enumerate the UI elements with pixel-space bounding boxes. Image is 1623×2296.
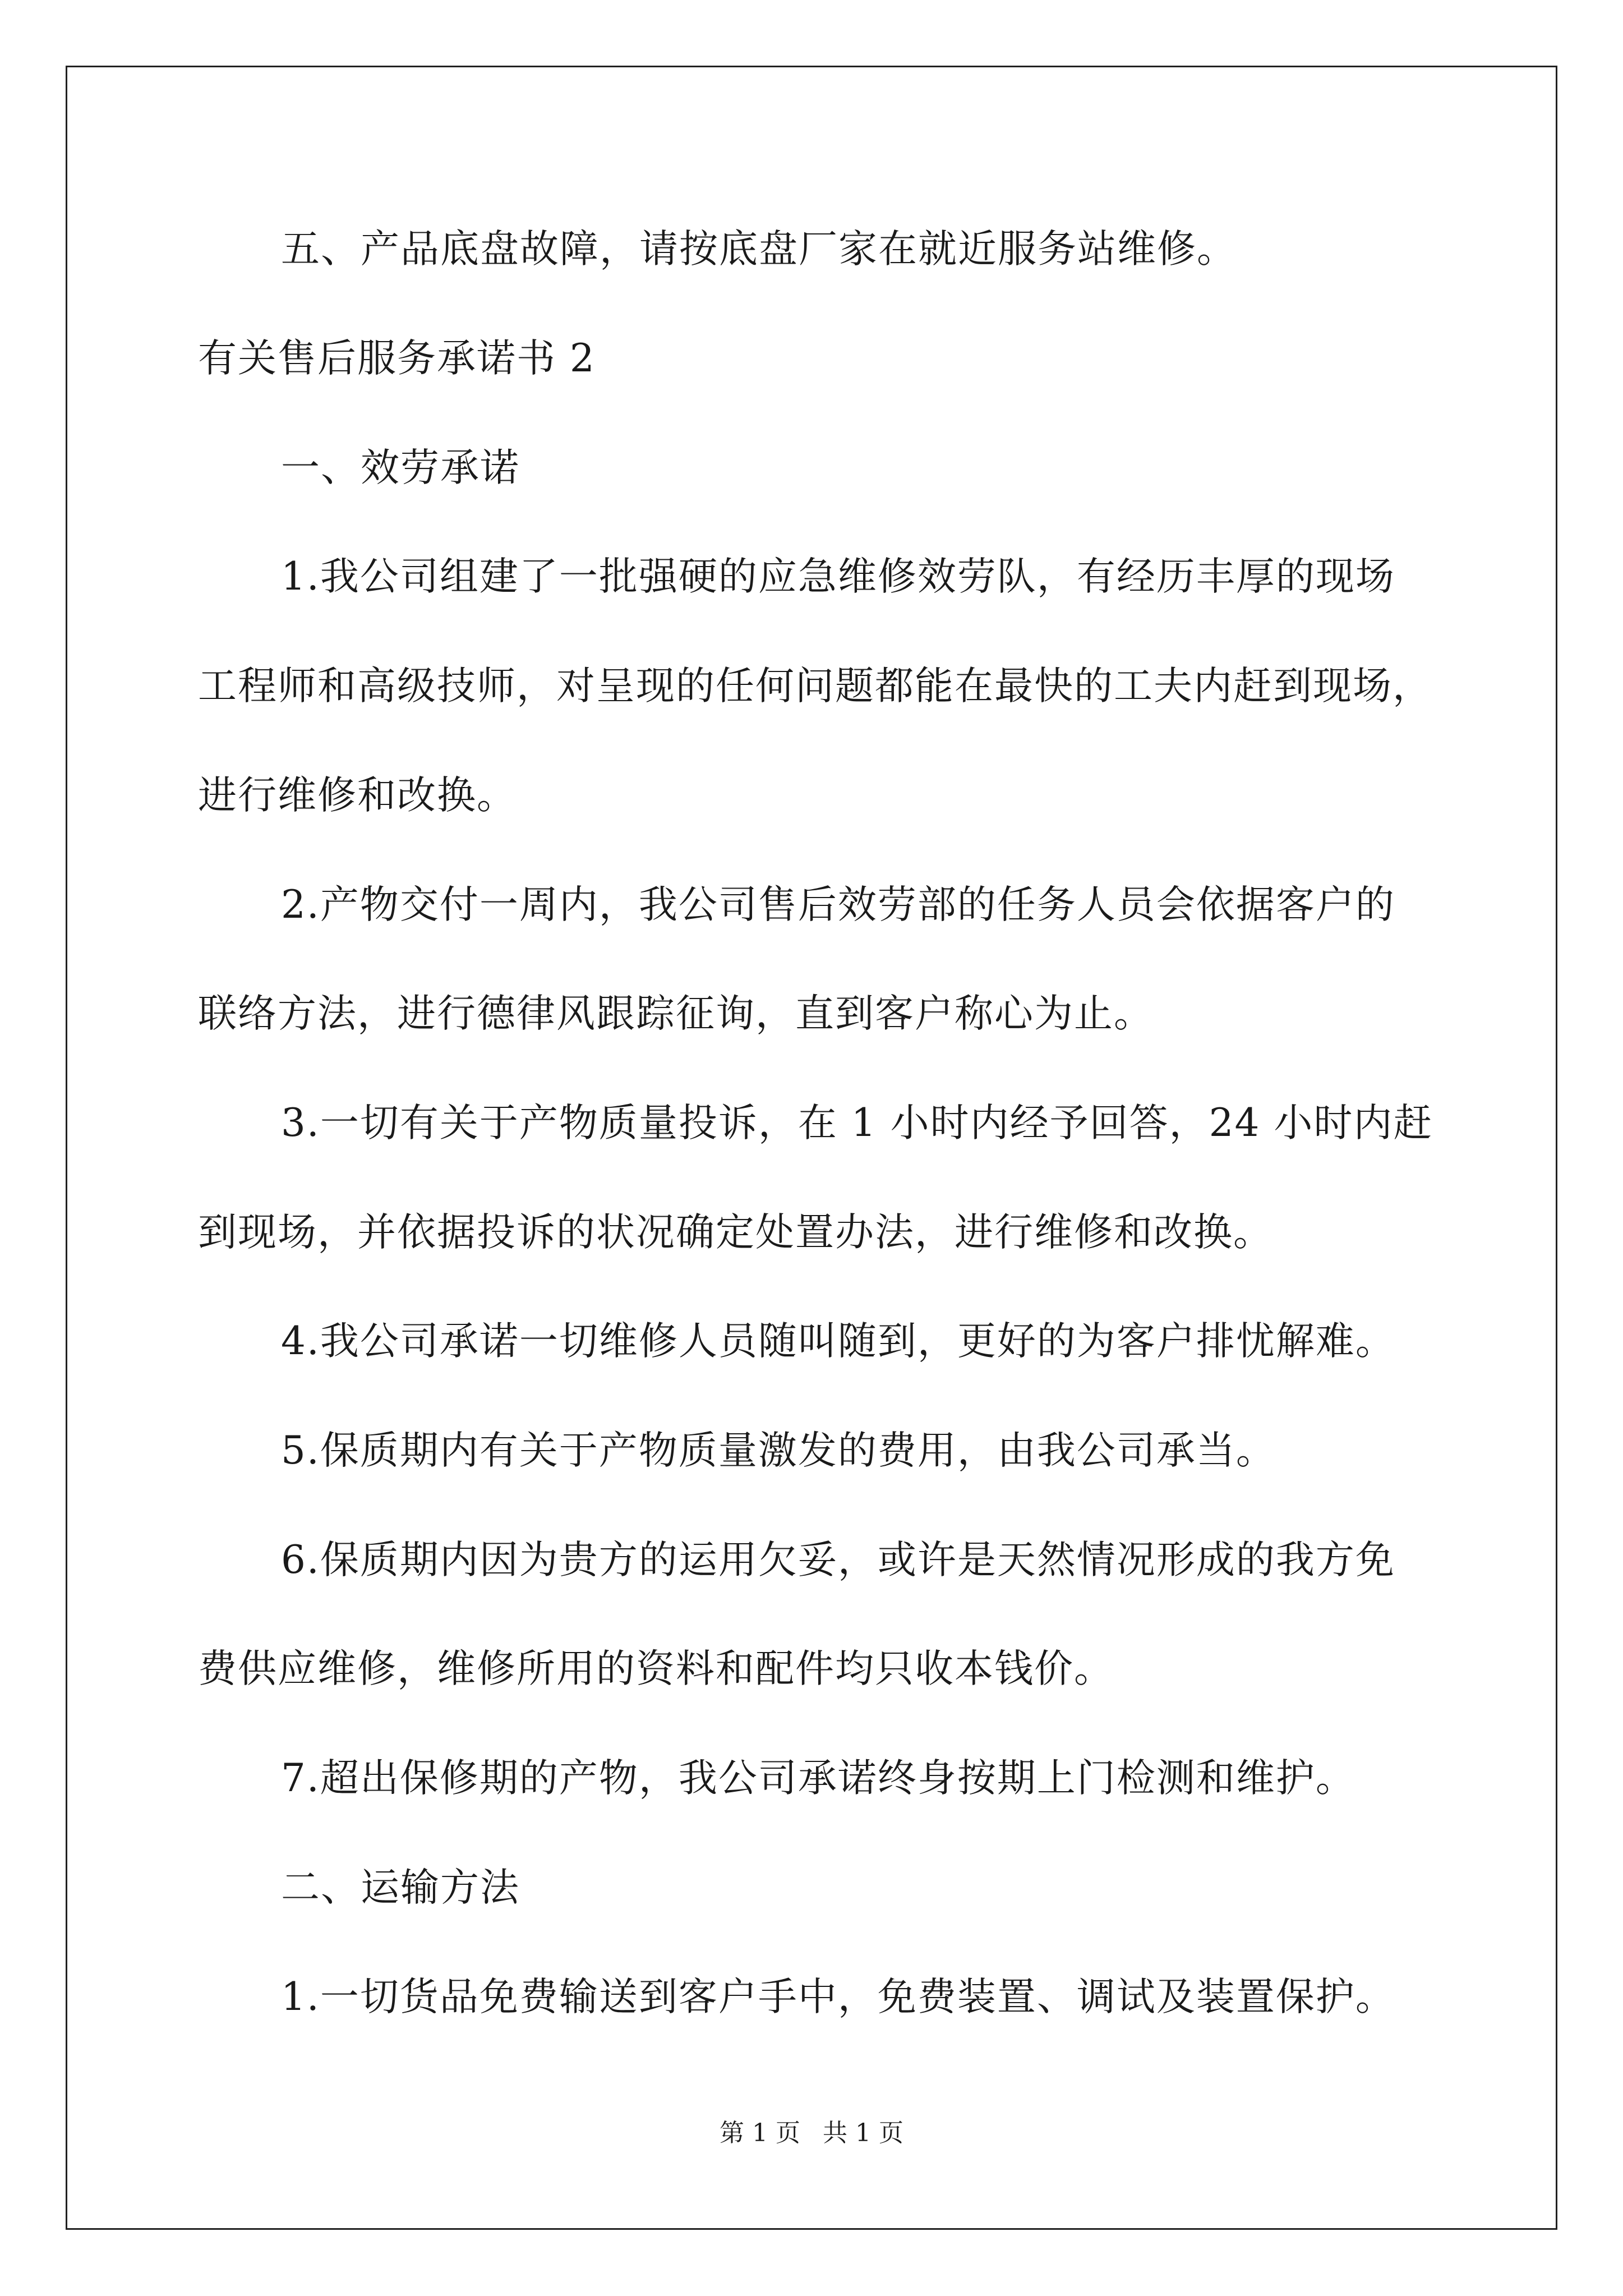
paragraph-line: 到现场，并依据投诉的状况确定处置办法，进行维修和改换。 — [198, 1210, 1273, 1255]
paragraph-line: 5.保质期内有关于产物质量激发的费用，由我公司承当。 — [281, 1428, 1276, 1473]
section-heading: 二、运输方法 — [281, 1865, 520, 1910]
paragraph-line: 2.产物交付一周内，我公司售后效劳部的任务人员会依据客户的 — [281, 882, 1395, 927]
paragraph-line: 工程师和高级技师，对呈现的任何问题都能在最快的工夫内赶到现场， — [198, 664, 1432, 708]
page-number-total: 共 1 页 — [823, 2119, 903, 2147]
paragraph-line: 1.我公司组建了一批强硬的应急维修效劳队，有经历丰厚的现场 — [281, 554, 1395, 599]
section-title: 有关售后服务承诺书 2 — [198, 336, 596, 381]
page-footer — [0, 2116, 1623, 2150]
paragraph-line: 五、产品底盘故障，请按底盘厂家在就近服务站维修。 — [281, 227, 1237, 272]
section-heading: 一、效劳承诺 — [281, 445, 520, 490]
page-number-current: 第 1 页 — [720, 2119, 800, 2147]
paragraph-line: 进行维修和改换。 — [198, 773, 517, 818]
paragraph-line: 6.保质期内因为贵方的运用欠妥，或许是天然情况形成的我方免 — [281, 1538, 1395, 1582]
paragraph-line: 7.超出保修期的产物，我公司承诺终身按期上门检测和维护。 — [281, 1756, 1355, 1801]
paragraph-line: 联络方法，进行德律风跟踪征询，直到客户称心为止。 — [198, 991, 1154, 1036]
paragraph-line: 费供应维修，维修所用的资料和配件均只收本钱价。 — [198, 1646, 1114, 1691]
paragraph-line: 1.一切货品免费输送到客户手中，免费装置、调试及装置保护。 — [281, 1975, 1395, 2019]
paragraph-line: 4.我公司承诺一切维修人员随叫随到，更好的为客户排忧解难。 — [281, 1319, 1395, 1364]
paragraph-line: 3.一切有关于产物质量投诉，在 1 小时内经予回答，24 小时内赶 — [281, 1101, 1433, 1145]
